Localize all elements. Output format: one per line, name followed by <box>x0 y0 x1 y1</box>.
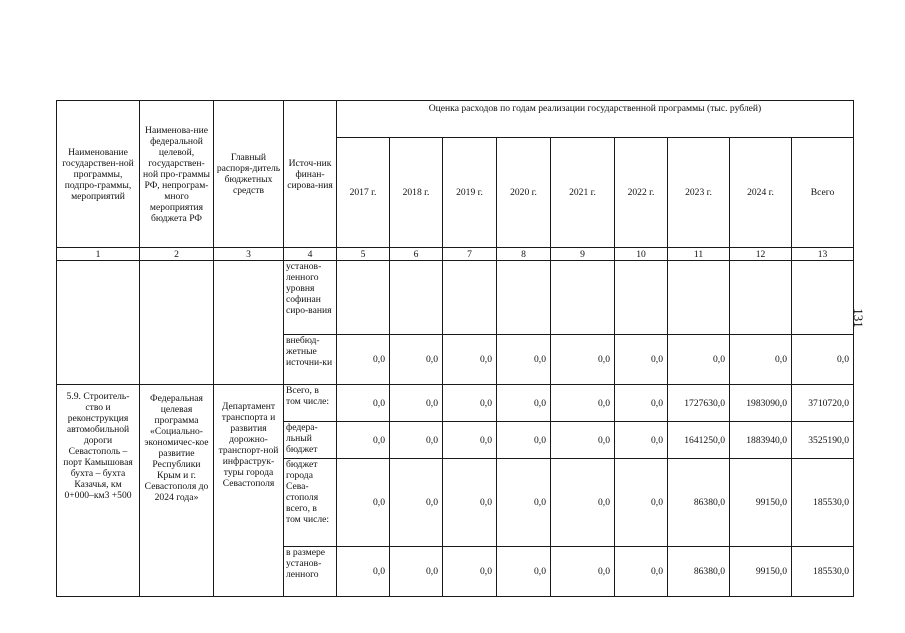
value-cell: 0,0 <box>730 335 792 385</box>
value-cell: 99150,0 <box>730 459 792 547</box>
header-year: 2021 г. <box>551 138 615 248</box>
value-cell: 0,0 <box>551 385 615 422</box>
value-cell <box>551 261 615 335</box>
value-cell: 1727630,0 <box>668 385 730 422</box>
budget-table <box>56 100 854 597</box>
column-number: 10 <box>615 248 668 261</box>
header-year: 2018 г. <box>390 138 443 248</box>
column-number: 7 <box>443 248 497 261</box>
value-cell <box>497 261 551 335</box>
value-cell: 0,0 <box>390 385 443 422</box>
value-cell: 3710720,0 <box>792 385 854 422</box>
value-cell: 0,0 <box>615 547 668 597</box>
value-cell: 0,0 <box>443 547 497 597</box>
column-number: 12 <box>730 248 792 261</box>
header-federal-program: Наименова-ние федеральной целевой, государствен-ной про-граммы РФ, непрограм-много мероприятия бюджета РФ <box>140 101 214 248</box>
column-number: 9 <box>551 248 615 261</box>
value-cell: 1983090,0 <box>730 385 792 422</box>
value-cell <box>443 261 497 335</box>
value-cell: 185530,0 <box>792 547 854 597</box>
value-cell: 0,0 <box>337 335 390 385</box>
column-number: 2 <box>140 248 214 261</box>
value-cell: 0,0 <box>497 422 551 459</box>
empty-cell <box>57 261 140 385</box>
value-cell: 1883940,0 <box>730 422 792 459</box>
page-number: 131 <box>850 308 866 328</box>
value-cell <box>390 261 443 335</box>
funding-source-cell: внебюд-жетные источни-ки <box>284 335 337 385</box>
funding-source-cell: федера-льный бюджет <box>284 422 337 459</box>
empty-cell <box>140 261 214 385</box>
value-cell <box>337 261 390 335</box>
value-cell <box>668 261 730 335</box>
header-program-name: Наименование государствен-ной программы, подпро-граммы, мероприятий <box>57 101 140 248</box>
value-cell: 1641250,0 <box>668 422 730 459</box>
value-cell: 0,0 <box>337 547 390 597</box>
header-funding-source: Источ-ник финан-сирова-ния <box>284 101 337 248</box>
funding-source-cell: Всего, в том числе: <box>284 385 337 422</box>
value-cell: 0,0 <box>615 385 668 422</box>
measure-name: 5.9. Строитель-ство и реконструкция автомобильной дороги Севастополь – порт Камышовая бухта – бухта Казачья, км 0+000–км3 +500 <box>57 385 140 597</box>
value-cell: 0,0 <box>497 459 551 547</box>
column-number: 11 <box>668 248 730 261</box>
header-year: 2022 г. <box>615 138 668 248</box>
value-cell: 0,0 <box>390 422 443 459</box>
column-number: 8 <box>497 248 551 261</box>
header-budget-administrator: Главный распоря-дитель бюджетных средств <box>214 101 284 248</box>
value-cell: 99150,0 <box>730 547 792 597</box>
column-number: 1 <box>57 248 140 261</box>
value-cell: 0,0 <box>615 459 668 547</box>
value-cell: 0,0 <box>551 547 615 597</box>
header-expense-estimate: Оценка расходов по годам реализации государственной программы (тыс. рублей) <box>337 101 854 138</box>
value-cell: 0,0 <box>443 385 497 422</box>
value-cell: 0,0 <box>497 385 551 422</box>
value-cell: 0,0 <box>337 459 390 547</box>
value-cell: 185530,0 <box>792 459 854 547</box>
empty-cell <box>214 261 284 385</box>
value-cell: 0,0 <box>390 459 443 547</box>
header-total: Всего <box>792 138 854 248</box>
funding-source-cell: в размере установ-ленного <box>284 547 337 597</box>
value-cell: 0,0 <box>337 385 390 422</box>
column-number: 5 <box>337 248 390 261</box>
value-cell <box>792 261 854 335</box>
header-year: 2024 г. <box>730 138 792 248</box>
value-cell: 0,0 <box>615 422 668 459</box>
value-cell: 0,0 <box>551 422 615 459</box>
column-number: 6 <box>390 248 443 261</box>
value-cell: 86380,0 <box>668 459 730 547</box>
value-cell <box>730 261 792 335</box>
federal-program-name: Федеральная целевая программа «Социально-экономичес-кое развитие Республики Крым и г. Севастополя до 2024 года» <box>140 385 214 597</box>
value-cell: 0,0 <box>615 335 668 385</box>
header-year: 2023 г. <box>668 138 730 248</box>
value-cell: 3525190,0 <box>792 422 854 459</box>
value-cell: 0,0 <box>337 422 390 459</box>
value-cell: 0,0 <box>497 547 551 597</box>
value-cell: 0,0 <box>668 335 730 385</box>
value-cell: 0,0 <box>792 335 854 385</box>
value-cell: 86380,0 <box>668 547 730 597</box>
column-number: 3 <box>214 248 284 261</box>
value-cell: 0,0 <box>497 335 551 385</box>
column-number: 4 <box>284 248 337 261</box>
header-year: 2020 г. <box>497 138 551 248</box>
funding-source-cell: установ-ленного уровня софинан сиро-вания <box>284 261 337 335</box>
value-cell <box>615 261 668 335</box>
funding-source-cell: бюджет города Сева-стополя всего, в том числе: <box>284 459 337 547</box>
value-cell: 0,0 <box>390 547 443 597</box>
value-cell: 0,0 <box>443 459 497 547</box>
value-cell: 0,0 <box>551 459 615 547</box>
header-year: 2017 г. <box>337 138 390 248</box>
header-year: 2019 г. <box>443 138 497 248</box>
value-cell: 0,0 <box>390 335 443 385</box>
budget-administrator: Департамент транспорта и развития дорожно-транспорт-ной инфраструк-туры города Севастополя <box>214 385 284 597</box>
value-cell: 0,0 <box>443 335 497 385</box>
column-number: 13 <box>792 248 854 261</box>
value-cell: 0,0 <box>443 422 497 459</box>
value-cell: 0,0 <box>551 335 615 385</box>
